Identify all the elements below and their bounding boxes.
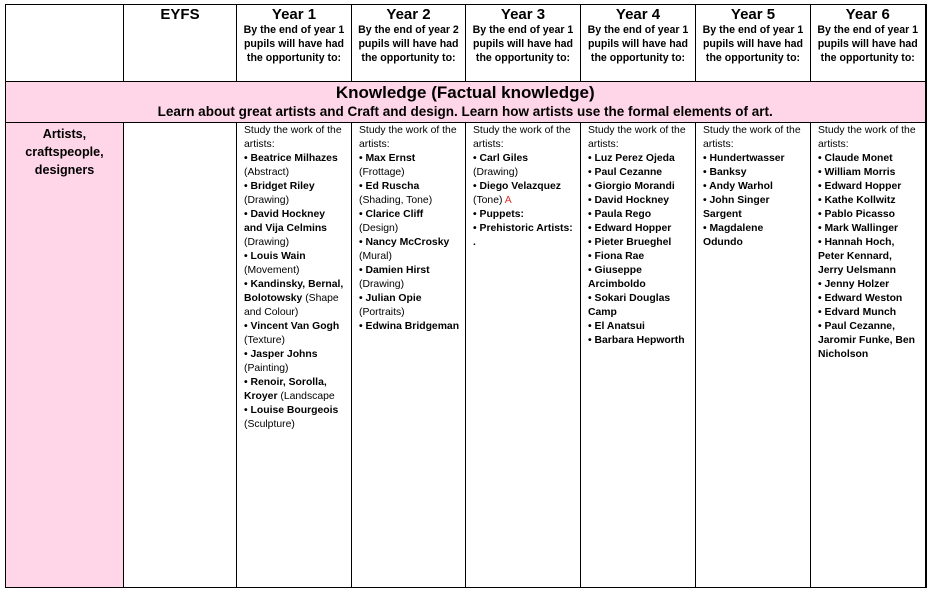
artist-name: • Mark Wallinger [818,223,899,234]
artist-name: • Kandinsky, Bernal, Bolotowsky [244,279,344,304]
eyfs-title: EYFS [160,6,200,23]
artist-name: • Hannah Hoch, Peter Kennard, Jerry Uelsmann [818,237,896,276]
artist-name: • Louis Wain [244,251,306,262]
eyfs-header [124,5,237,82]
year-title: Year 2 [386,6,431,23]
year2-cell [352,123,466,588]
year6-header [811,5,926,82]
artist-item [588,180,690,194]
artist-name: • William Morris [818,167,896,178]
artist-item [818,180,920,194]
artist-item [244,180,346,208]
artist-name: • Sokari Douglas Camp [588,293,671,318]
artist-focus: (Drawing) [473,167,519,178]
artist-name: • Pablo Picasso [818,209,895,220]
artist-item [473,208,575,222]
artist-item [588,152,690,166]
artist-focus: (Shape and Colour) [244,293,339,318]
year-subtitle: By the end of year 1 pupils will have had the opportunity to: [243,24,345,64]
artist-item [244,348,346,376]
study-intro: Study the work of the artists: [244,125,342,150]
artist-item [588,320,690,334]
artist-name: • Prehistoric Artists: [473,223,573,234]
artist-focus: (Landscape [277,391,335,402]
artist-name: • Jenny Holzer [818,279,890,290]
artist-name: • Beatrice Milhazes [244,153,338,164]
artist-focus: (Drawing) [244,195,290,206]
artist-name: • John Singer Sargent [703,195,770,220]
artist-name: • Magdalene Odundo [703,223,764,248]
year-title: Year 1 [271,6,317,23]
year-subtitle: By the end of year 1 pupils will have had the opportunity to: [702,24,804,64]
artist-item [359,320,460,334]
artist-name: • Paul Cezanne, Jaromir Funke, Ben Nicholson [818,321,916,360]
artist-item [244,376,346,404]
artist-name: • Paul Cezanne [588,167,663,178]
artist-name: • Ed Ruscha [359,181,420,192]
artist-item [818,208,920,222]
artist-focus: (Sculpture) [244,419,295,430]
artist-item [703,180,805,194]
artist-item [588,334,690,348]
artist-item [359,292,460,320]
artist-item [244,404,346,432]
artist-focus: (Shading, Tone) [359,195,433,206]
artist-name: • Puppets: [473,209,524,220]
artist-name: • Edward Hopper [818,181,902,192]
artist-name: • David Hockney [588,195,670,206]
artist-name: • Edwina Bridgeman [359,321,460,332]
accent-mark: A [502,195,512,206]
artist-item [359,236,460,264]
year1-cell [237,123,352,588]
artist-name: • Luz Perez Ojeda [588,153,675,164]
artist-item [818,292,920,306]
year-title: Year 4 [615,6,661,23]
artist-item [244,208,346,250]
artist-name: • Andy Warhol [703,181,773,192]
artist-item [359,264,460,292]
artist-item [588,292,690,320]
artist-item [244,320,346,348]
artist-name: . [473,237,476,248]
artist-item [359,208,460,236]
year-title: Year 5 [730,6,776,23]
artist-focus: (Design) [359,223,399,234]
banner-title: Knowledge (Factual knowledge) [335,83,595,102]
artist-focus: (Movement) [244,265,300,276]
year-title: Year 6 [845,6,890,23]
artist-item [588,236,690,250]
artist-name: • Giorgio Morandi [588,181,675,192]
year3-cell [466,123,581,588]
artist-item [473,152,575,180]
artist-name: • Julian Opie [359,293,422,304]
banner-subtitle: Learn about great artists and Craft and design. Learn how artists use the formal elements of art. [157,104,773,119]
artist-item [818,236,920,278]
artist-name: • Edward Hopper [588,223,672,234]
artist-item [588,264,690,292]
artist-focus: (Drawing) [359,279,405,290]
artist-name: • Louise Bourgeois [244,405,339,416]
artist-name: • Kathe Kollwitz [818,195,896,206]
study-intro: Study the work of the artists: [359,125,457,150]
artist-name: • Edvard Munch [818,307,897,318]
artist-item [818,278,920,292]
year4-cell [581,123,696,588]
artist-item [473,236,575,250]
artist-item [244,152,346,180]
banner-row [6,82,926,123]
study-intro: Study the work of the artists: [818,125,916,150]
artist-item [703,152,805,166]
row-label: Artists, craftspeople, designers [6,123,124,588]
artist-name: • Damien Hirst [359,265,430,276]
artist-item [244,278,346,320]
artist-item [588,222,690,236]
artist-name: • El Anatsui [588,321,645,332]
year3-header [466,5,581,82]
artist-name: • David Hockney and Vija Celmins [244,209,327,234]
artist-item [703,194,805,222]
artist-name: • Fiona Rae [588,251,645,262]
year-subtitle: By the end of year 1 pupils will have had the opportunity to: [472,24,574,64]
artist-name: • Vincent Van Gogh [244,321,340,332]
artist-focus: (Mural) [359,251,392,262]
artist-name: • Hundertwasser [703,153,785,164]
artist-item [588,250,690,264]
artist-focus: (Tone) [473,195,503,206]
artist-name: • Carl Giles [473,153,529,164]
artist-focus: (Painting) [244,363,289,374]
year6-cell [811,123,926,588]
artist-name: • Barbara Hepworth [588,335,685,346]
artist-focus: (Portraits) [359,307,405,318]
artist-item [818,152,920,166]
artist-item [588,194,690,208]
year5-cell [696,123,811,588]
artist-item [818,320,920,362]
artist-item [244,250,346,278]
artist-item [818,194,920,208]
artist-name: • Giuseppe Arcimboldo [588,265,646,290]
artist-name: • Diego Velazquez [473,181,561,192]
curriculum-table [5,4,927,588]
artist-focus: (Texture) [244,335,285,346]
artist-focus: (Abstract) [244,167,290,178]
artist-name: • Max Ernst [359,153,416,164]
artist-name: • Bridget Riley [244,181,315,192]
header-row [6,5,926,82]
artist-item [588,208,690,222]
year1-header [237,5,352,82]
year2-header [352,5,466,82]
artist-item [818,222,920,236]
artist-item [818,166,920,180]
year-subtitle: By the end of year 2 pupils will have had the opportunity to: [358,24,459,64]
artist-focus: (Frottage) [359,167,405,178]
study-intro: Study the work of the artists: [588,125,686,150]
study-intro: Study the work of the artists: [473,125,571,150]
artist-item [473,180,575,208]
year5-header [696,5,811,82]
artist-name: • Jasper Johns [244,349,318,360]
knowledge-banner [6,82,926,123]
eyfs-cell [124,123,237,588]
artist-name: • Clarice Cliff [359,209,424,220]
artists-row [6,123,926,588]
year-subtitle: By the end of year 1 pupils will have had the opportunity to: [587,24,689,64]
artist-name: • Nancy McCrosky [359,237,450,248]
artist-item [473,222,575,236]
artist-name: • Renoir, Sorolla, Kroyer [244,377,327,402]
artist-item [818,306,920,320]
year-title: Year 3 [500,6,546,23]
artist-name: • Paula Rego [588,209,652,220]
year4-header [581,5,696,82]
artist-item [703,222,805,250]
year-subtitle: By the end of year 1 pupils will have had the opportunity to: [817,24,919,64]
artist-item [703,166,805,180]
corner-cell [6,5,124,82]
artist-item [359,152,460,180]
artist-name: • Pieter Brueghel [588,237,672,248]
artist-name: • Banksy [703,167,747,178]
artist-item [588,166,690,180]
study-intro: Study the work of the artists: [703,125,801,150]
artist-name: • Claude Monet [818,153,893,164]
artist-focus: (Drawing) [244,237,290,248]
artist-item [359,180,460,208]
artist-name: • Edward Weston [818,293,903,304]
